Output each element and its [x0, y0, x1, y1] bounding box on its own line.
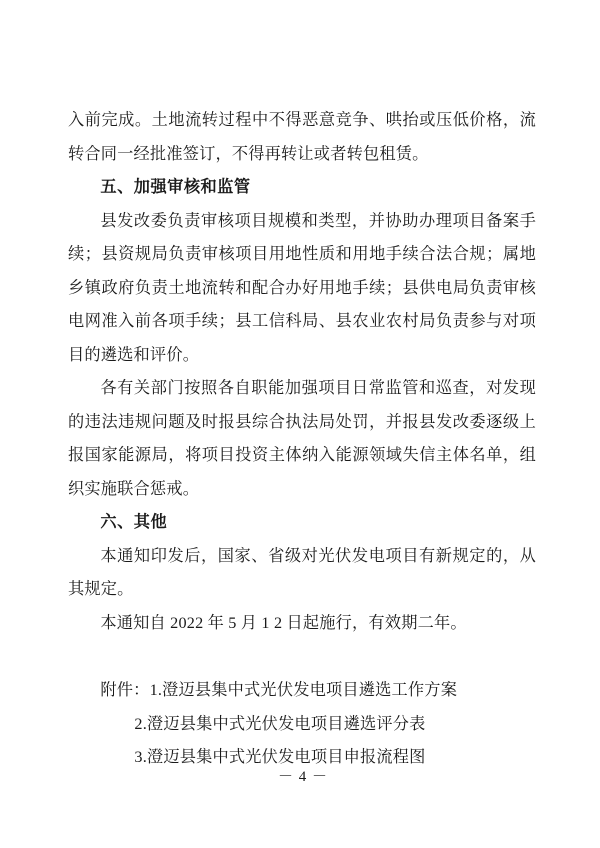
attachment-label: 附件： — [100, 681, 150, 699]
heading-section-six: 六、其他 — [100, 513, 168, 531]
paragraph-continued-land-transfer: 入前完成。土地流转过程中不得恶意竞争、哄抬或压低价格，流转合同一经批准签订，不得再转让或者转包租赁。 — [68, 111, 536, 163]
attachment-first-line — [68, 674, 536, 708]
paragraph-supervision: 各有关部门按照各自职能加强项目日常监管和巡查，对发现的违法违规问题及时报县综合执法局处罚，并报县发改委逐级上报国家能源局，将项目投资主体纳入能源领域失信主体名单，组织实施联合惩戒。 — [68, 379, 536, 498]
attachment-item-2-line: 2.澄迈县集中式光伏发电项目遴选评分表 — [134, 714, 426, 733]
attachment-list — [68, 674, 536, 775]
paragraph-other-rules: 本通知印发后，国家、省级对光伏发电项目有新规定的，从其规定。 — [68, 546, 536, 598]
attachment-item-3-line: 3.澄迈县集中式光伏发电项目申报流程图 — [134, 748, 426, 766]
page-number — [0, 765, 600, 786]
attachment-item-1: 1.澄迈县集中式光伏发电项目遴选工作方案 — [149, 681, 458, 699]
heading-section-five: 五、加强审核和监管 — [100, 178, 251, 196]
paragraph-review-duties: 县发改委负责审核项目规模和类型，并协助办理项目备案手续；县资规局负责审核项目用地性质和用地手续合法合规；属地乡镇政府负责土地流转和配合办好用地手续；县供电局负责审核电网准入前各项手续；县工信科局、县农业农村局负责参与对项目的遴选和评价。 — [68, 211, 536, 364]
page-number-text: － 4 － — [277, 769, 328, 785]
document-body — [68, 104, 536, 775]
paragraph-effective-date: 本通知自 2022 年 5 月 1 2 日起施行，有效期二年。 — [100, 613, 467, 632]
